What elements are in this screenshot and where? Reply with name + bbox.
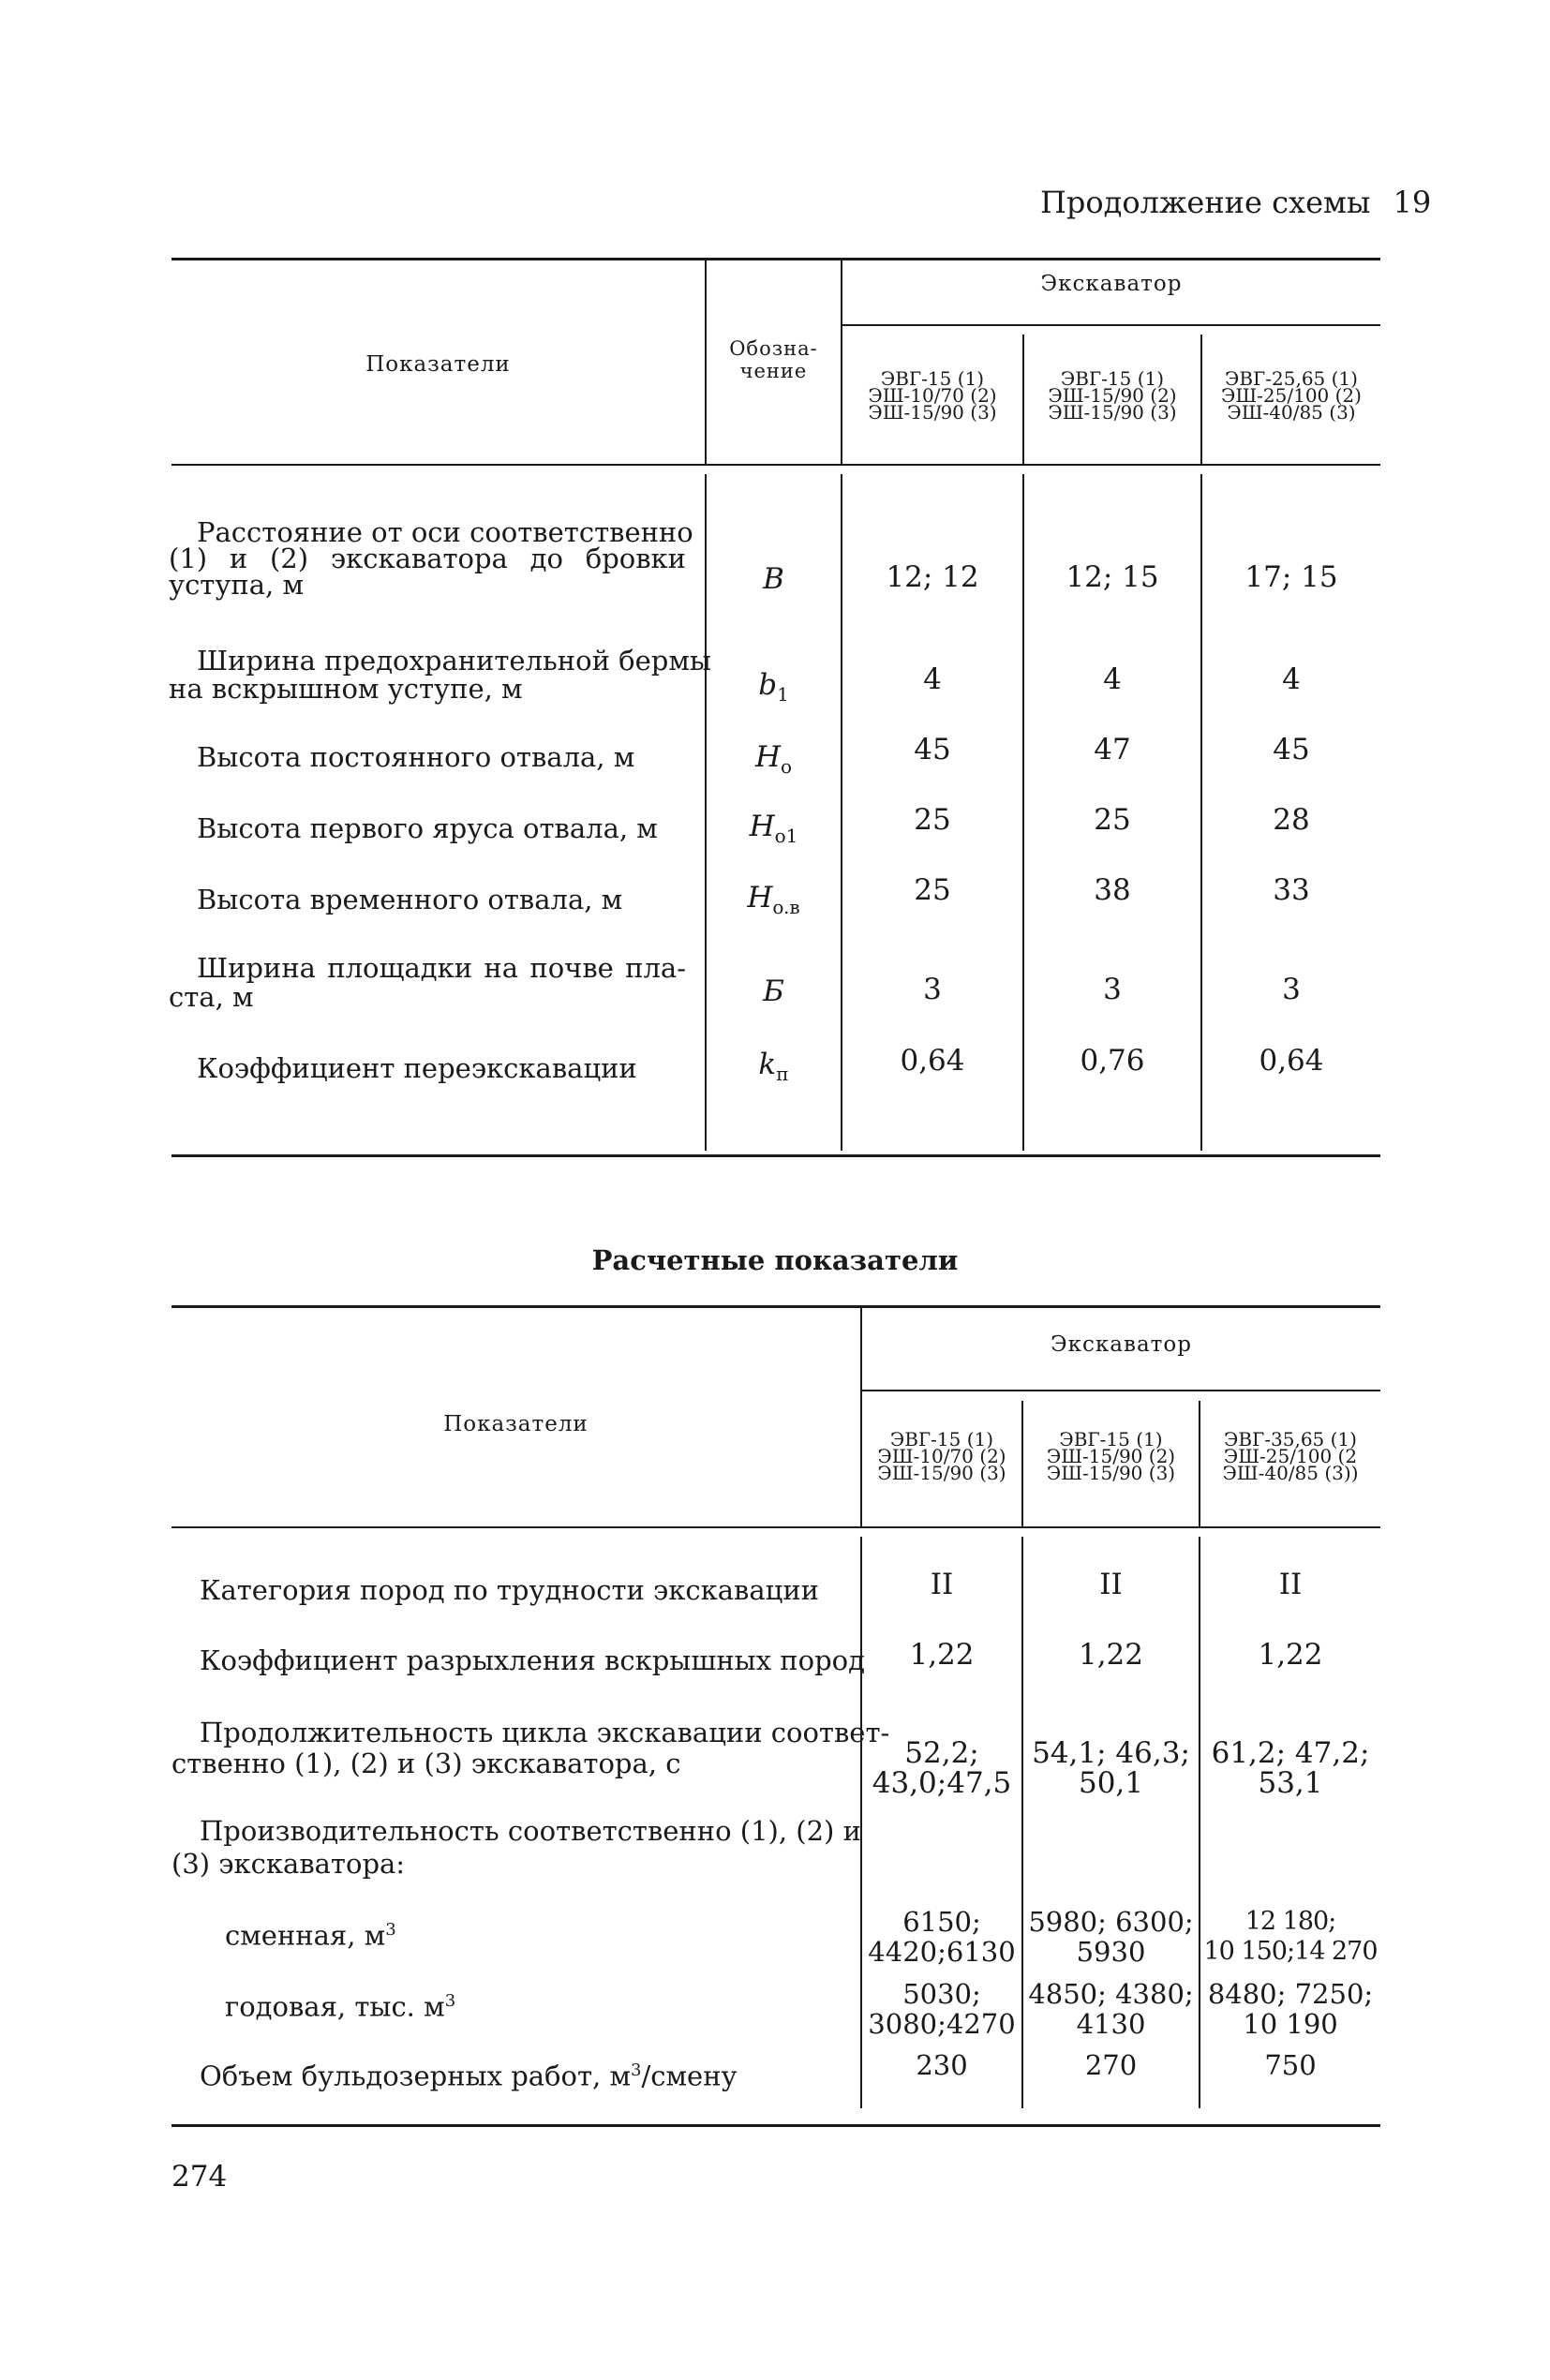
table-cell: 52,2; 43,0;47,5 [872, 1736, 1012, 1800]
table-cell: 61,2; 47,2; 53,1 [1211, 1736, 1370, 1800]
table-2-header-indicators: Показатели [443, 1412, 589, 1436]
table-row-label: Объем бульдозерных работ, $м^3$/смену [200, 2060, 738, 2092]
table-2-header-excavator: Экскаватор [1051, 1332, 1192, 1357]
table-row-label: Ширина площадки на почве пла- ста, м [169, 952, 686, 1013]
table-2-bottom-rule [171, 2124, 1380, 2127]
table-cell: 25 [914, 873, 951, 907]
table-cell: II [1099, 1568, 1123, 1601]
table-cell: 1,22 [1258, 1638, 1323, 1672]
table-row-symbol: $b_1$ [758, 668, 789, 707]
table-row-symbol: B [763, 562, 784, 596]
table-cell: 12; 15 [1066, 560, 1159, 594]
scheme-number: 19 [1393, 185, 1432, 220]
section-title: Расчетные показатели [591, 1244, 959, 1276]
table-cell: 270 [1084, 2049, 1138, 2081]
table-row-label: Ширина предохранительной бермы на вскрышном уступе, м [169, 645, 711, 705]
table-1-header-excavator: Экскаватор [1040, 272, 1183, 296]
table-row-label: Высота постоянного отвала, м [197, 741, 635, 773]
table-cell: 0,76 [1080, 1044, 1145, 1078]
table-cell: II [1278, 1568, 1303, 1601]
table-row-symbol: $H_{o.в}$ [747, 881, 800, 919]
table-cell: 45 [914, 733, 951, 766]
table-cell: 0,64 [900, 1044, 965, 1078]
table-1-excavator-col-2: ЭВГ-15 (1) ЭШ-15/90 (2) ЭШ-15/90 (3) [1048, 367, 1177, 424]
table-cell: 45 [1273, 733, 1310, 766]
table-row-label: Категория пород по трудности экскавации [200, 1574, 819, 1606]
table-1-header-symbol: Обозна- чение [729, 337, 818, 382]
table-row-label: Высота первого яруса отвала, м [197, 812, 658, 844]
table-row-label: Расстояние от оси соответственно (1) и (2) экскаватора до бровки уступа, м [169, 516, 693, 601]
table-cell: 1,22 [909, 1638, 975, 1672]
table-cell: II [930, 1568, 954, 1601]
table-cell: 3 [1103, 973, 1122, 1006]
table-cell: 4 [923, 662, 942, 696]
table-cell: 8480; 7250; 10 190 [1207, 1978, 1374, 2040]
table-cell: 0,64 [1259, 1044, 1324, 1078]
table-cell: 5980; 6300; 5930 [1028, 1906, 1194, 1968]
table-2-excavator-col-1: ЭВГ-15 (1) ЭШ-10/70 (2) ЭШ-15/90 (3) [877, 1428, 1006, 1484]
table-cell: 750 [1264, 2049, 1317, 2081]
table-cell: 25 [914, 803, 951, 837]
page-number: 274 [171, 2160, 228, 2194]
table-cell: 54,1; 46,3; 50,1 [1032, 1736, 1190, 1800]
table-cell: 5030; 3080;4270 [868, 1978, 1016, 2040]
table-2-excavator-col-2: ЭВГ-15 (1) ЭШ-15/90 (2) ЭШ-15/90 (3) [1046, 1428, 1176, 1484]
header-text: Продолжение схемы [1040, 185, 1371, 220]
table-row-label: Высота временного отвала, м [197, 884, 623, 915]
table-row-label: Производительность соответственно (1), (2) и (3) экскаватора: [171, 1815, 861, 1880]
table-row-label: Коэффициент переэкскавации [197, 1052, 637, 1084]
table-cell: 47 [1094, 733, 1131, 766]
table-2-top-rule [171, 1305, 1380, 1308]
table-cell: 17; 15 [1244, 560, 1338, 594]
table-2-excavator-col-3: ЭВГ-35,65 (1) ЭШ-25/100 (2 ЭШ-40/85 (3)) [1222, 1428, 1359, 1484]
table-1-header-indicators: Показатели [365, 352, 511, 377]
table-cell: 4 [1103, 662, 1122, 696]
table-cell: 3 [1282, 973, 1301, 1006]
table-cell: 12 180; 10 150;14 270 [1203, 1907, 1378, 1966]
table-cell: 3 [923, 973, 942, 1006]
table-cell: 25 [1094, 803, 1131, 837]
table-row-symbol: $H_{o1}$ [749, 810, 798, 848]
table-row-symbol: Б [763, 974, 784, 1008]
table-1-excavator-col-1: ЭВГ-15 (1) ЭШ-10/70 (2) ЭШ-15/90 (3) [868, 367, 997, 424]
table-cell: 12; 12 [886, 560, 979, 594]
table-cell: 4850; 4380; 4130 [1028, 1978, 1194, 2040]
table-row-label: Продолжительность цикла экскавации соответ- ственно (1), (2) и (3) экскаватора, с [171, 1717, 890, 1779]
table-row-label: Коэффициент разрыхления вскрышных пород [200, 1644, 865, 1676]
table-cell: 38 [1094, 873, 1131, 907]
table-2-subheader-rule [862, 1390, 1380, 1391]
table-row-label: сменная, $м^3$ [225, 1919, 396, 1952]
table-row-symbol: $H_o$ [754, 740, 793, 779]
table-cell: 1,22 [1078, 1638, 1144, 1672]
table-1-excavator-col-3: ЭВГ-25,65 (1) ЭШ-25/100 (2) ЭШ-40/85 (3) [1221, 367, 1362, 424]
table-cell: 28 [1273, 803, 1310, 837]
table-cell: 4 [1282, 662, 1301, 696]
table-cell: 6150; 4420;6130 [868, 1906, 1016, 1968]
table-row-label: годовая, тыс. $м^3$ [225, 1990, 456, 2023]
table-cell: 230 [916, 2049, 968, 2081]
table-row-symbol: $k_п$ [758, 1048, 789, 1086]
table-cell: 33 [1273, 873, 1310, 907]
